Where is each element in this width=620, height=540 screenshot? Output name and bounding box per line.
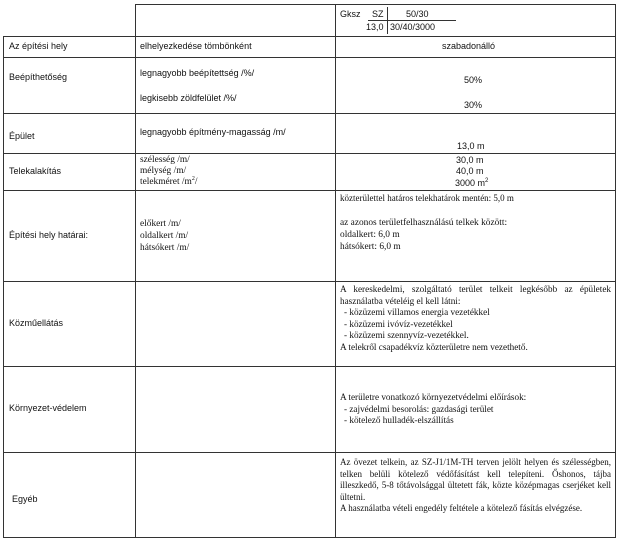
- utility-item: - közüzemi szennyvíz-vezetékkel.: [344, 330, 469, 341]
- other-text-condition: A használatba vételi engedély feltétele a kötelező fásítás elvégzése.: [340, 503, 583, 513]
- column-divider: [135, 4, 136, 538]
- row-desc-front-garden: előkert /m/: [140, 219, 181, 229]
- boundary-note-public: közterülettel határos telekhatárok mentén: 5,0 m: [340, 193, 514, 203]
- environment-text: [340, 392, 611, 427]
- other-text-planting: Az övezet telkein, az SZ-J1/1M-TH terven jelölt helyen és szélességben, telken belüli kötelező védőfásítást kell telepíteni. Őshonos, tájba illeszkedő, 5-8 tőtávolsággal ültetett fák, közte középmagas cserjéket kell ültetni.: [340, 457, 611, 502]
- row-divider: [3, 153, 616, 154]
- row-desc-plot-size: [140, 177, 197, 188]
- table-left-border: [3, 36, 4, 538]
- utility-outro: A telekről csapadékvíz közterületre nem vezethető.: [340, 341, 528, 352]
- gksz-top-ratio: 50/30: [406, 9, 429, 19]
- row-divider: [3, 57, 616, 58]
- boundary-note-side: oldalkert: 6,0 m: [340, 230, 400, 240]
- row-desc-epitesi-hely: elhelyezkedése tömbönként: [140, 41, 252, 51]
- row-divider: [3, 366, 616, 367]
- row-desc-back-garden: hátsókert /m/: [140, 243, 190, 253]
- gksz-bottom-ratio: 30/40/3000: [390, 22, 436, 32]
- row-label-beepithetoseg: Beépíthetőség: [9, 72, 68, 82]
- row-label-kozmu: Közműellátás: [9, 318, 64, 328]
- utility-item: - közüzemi ivóvíz-vezetékkel: [344, 318, 453, 329]
- row-label-telekalakitas: Telekalakítás: [9, 166, 62, 176]
- row-divider: [3, 36, 616, 37]
- row-divider: [3, 452, 616, 453]
- environment-intro: A területre vonatkozó környezetvédelmi előírások:: [340, 392, 527, 402]
- row-desc-height: legnagyobb építmény-magasság /m/: [140, 127, 286, 137]
- gksz-divider-horizontal: [368, 20, 456, 21]
- gksz-zone: SZ: [372, 9, 384, 19]
- utility-item: - közüzemi villamos energia vezetékkel: [344, 307, 490, 318]
- plot-size-value-sup: 2: [485, 178, 489, 184]
- gksz-height: 13,0: [366, 22, 384, 32]
- row-divider: [3, 281, 616, 282]
- row-value-width: 30,0 m: [456, 155, 484, 165]
- row-desc-min-green: legkisebb zöldfelület /%/: [140, 93, 237, 103]
- boundary-note-same-use: az azonos területfelhasználású telkek között:: [340, 218, 508, 228]
- row-label-kornyezet: Környezet-védelem: [9, 403, 87, 413]
- row-divider: [3, 190, 616, 191]
- row-value-min-green: 30%: [464, 100, 483, 110]
- plot-size-unit-sup: 2: [191, 175, 195, 182]
- row-desc-depth: mélység /m/: [140, 166, 187, 176]
- row-value-epitesi-hely: szabadonálló: [442, 41, 496, 51]
- environment-item: - zajvédelmi besorolás: gazdasági terület: [344, 403, 494, 414]
- environment-item: - kötelező hulladék-elszállítás: [344, 415, 454, 426]
- row-value-height: 13,0 m: [457, 141, 485, 151]
- row-value-depth: 40,0 m: [456, 166, 484, 176]
- plot-size-label: telekméret /m: [140, 177, 192, 187]
- boundary-note-back: hátsókert: 6,0 m: [340, 242, 401, 252]
- gksz-divider-vertical: [387, 7, 388, 34]
- plot-size-value: 3000 m: [455, 178, 486, 188]
- row-label-epulet: Épület: [9, 131, 35, 141]
- gksz-label: Gksz: [340, 9, 361, 19]
- table-top-border: [135, 4, 616, 5]
- utility-intro: A kereskedelmi, szolgáltató terület telkeit legkésőbb az épületek használatba vételéig el kell látni:: [340, 284, 611, 306]
- table-right-border: [615, 4, 616, 538]
- row-label-epitesi-hely: Az építési hely: [9, 41, 68, 51]
- column-divider: [335, 4, 336, 538]
- row-label-hatarai: Építési hely határai:: [9, 230, 89, 240]
- plot-size-label-end: /: [194, 177, 198, 187]
- other-text: [340, 457, 611, 515]
- row-divider: [3, 113, 616, 114]
- row-desc-max-built: legnagyobb beépítettség /%/: [140, 68, 255, 78]
- row-desc-side-garden: oldalkert /m/: [140, 231, 189, 241]
- row-label-egyeb: Egyéb: [12, 494, 38, 504]
- row-desc-width: szélesség /m/: [140, 155, 190, 165]
- table-bottom-border: [3, 537, 616, 538]
- row-value-plot-size: [455, 178, 488, 189]
- utility-text: [340, 284, 611, 354]
- row-value-max-built: 50%: [464, 75, 483, 85]
